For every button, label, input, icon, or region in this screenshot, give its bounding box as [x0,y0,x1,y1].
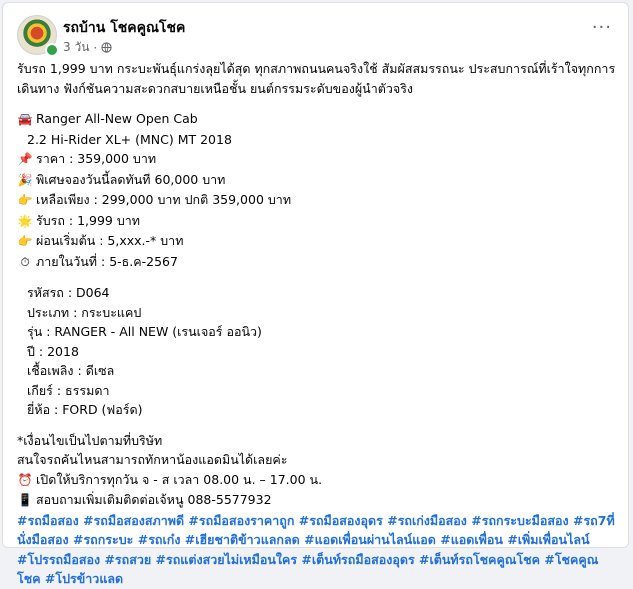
intro-line-2: เดินทาง ฟังก์ชันความสะดวกสบายเหนือชั้น ยนต์กรรมระดับของผู้นำตัวจริง [17,80,414,96]
pointing-hand-icon: 👉 [17,234,33,248]
intro-line-1: รับรถ 1,999 บาท กระบะพันธุ์แกร่งลุยได้สุด ทุกสภาพถนนคนจริงใช้ สัมผัสสมรรถนะ ประสบการณ์ที่เร้าใจทุกการ [17,61,616,76]
spec-gear: เกียร์ : ธรรมดา [27,382,110,398]
phone-icon: 📱 [17,493,33,507]
pin-icon: 📌 [17,152,33,166]
more-options-icon[interactable]: ··· [591,17,612,38]
post-card [2,2,629,586]
price-text: ราคา : 359,000 บาท [36,151,157,166]
globe-icon [101,42,112,53]
car-icon: 🚘 [17,112,33,126]
phone-text: สอบถามเพิ่มเติมติดต่อเจ้หนู 088-5577932 [36,492,272,507]
meta-separator: · [93,40,98,55]
hours-line [17,470,617,491]
installment-line [17,231,617,252]
installment-text: ผ่อนเริ่มต้น : 5,xxx.-* บาท [36,233,184,248]
contact-admin-text: สนใจรถคันไหนสามารถทักหาน้องแอดมินได้เลยค่ะ [17,452,288,467]
stopwatch-icon: ⏱ [20,254,30,269]
hashtag-block[interactable]: #รถมือสอง #รถมือสองสภาพดี #รถมือสองราคาถูก #รถมือสองอุดร #รถเก่งมือสอง #รถกระบะมือสอง #รถ7ที่นั่งมือสอง #รถกระบะ #รถเก๋ง #เฮียชาติข้าวแลกลด #แอดเพื่อนผ่านไลน์แอด #แอดเพื่อน #เพิ่มเพื่อนไลน์ #โปรรถมือสอง #รถสวย #รถแต่งสวยไม่เหมือนใคร #เต็นท์รถมือสองอุดร #เต็นท์รถโชคคูณโชค #โชคคูณโชค #โปรข้าวแลด [17,512,615,586]
deadline-line [17,252,617,273]
star-icon: 🌟 [17,213,33,228]
model-variant: 2.2 Hi-Rider XL+ (MNC) MT 2018 [27,131,232,147]
party-icon: 🎉 [17,172,33,187]
special-text: พิเศษจองวันนี้ลดทันที 60,000 บาท [36,171,226,187]
model-line [17,109,617,130]
spec-brand: ยี่ห้อ : FORD (ฟอร์ด) [27,402,143,417]
post-header [17,15,614,59]
online-status-dot [45,43,59,57]
remain-line [17,190,617,211]
remain-text: เหลือเพียง : 299,000 บาท ปกติ 359,000 บาท [36,192,292,207]
spec-code: รหัสรถ : D064 [27,285,110,300]
spec-year: ปี : 2018 [27,343,79,359]
spec-fuel: เชื้อเพลิง : ดีเซล [27,363,115,378]
condition-text: *เงื่อนไขเป็นไปตามที่บริษัท [17,432,163,448]
deadline-text: ภายในวันที่ : 5-ธ.ค-2567 [36,253,178,269]
alarm-clock-icon: ⏰ [17,472,33,487]
down-text: รับรถ : 1,999 บาท [36,212,141,228]
spec-type: ประเภท : กระบะแคป [27,304,142,320]
post-time[interactable]: 3 วัน [63,40,90,54]
post-meta [63,38,112,57]
spec-model: รุ่น : RANGER - All NEW (เรนเจอร์ ออนิว) [27,324,262,339]
pointing-hand-icon: 👉 [17,193,33,207]
phone-line [17,490,617,511]
post-body [17,59,617,589]
model-name: Ranger All-New Open Cab [36,111,198,126]
hours-text: เปิดให้บริการทุกวัน จ - ส เวลา 08.00 น. – 17.00 น. [36,471,323,487]
page-name-link[interactable]: รถบ้าน โชคคูณโชค [63,20,186,36]
down-line [17,211,617,232]
price-line [17,149,617,170]
special-line [17,170,617,191]
